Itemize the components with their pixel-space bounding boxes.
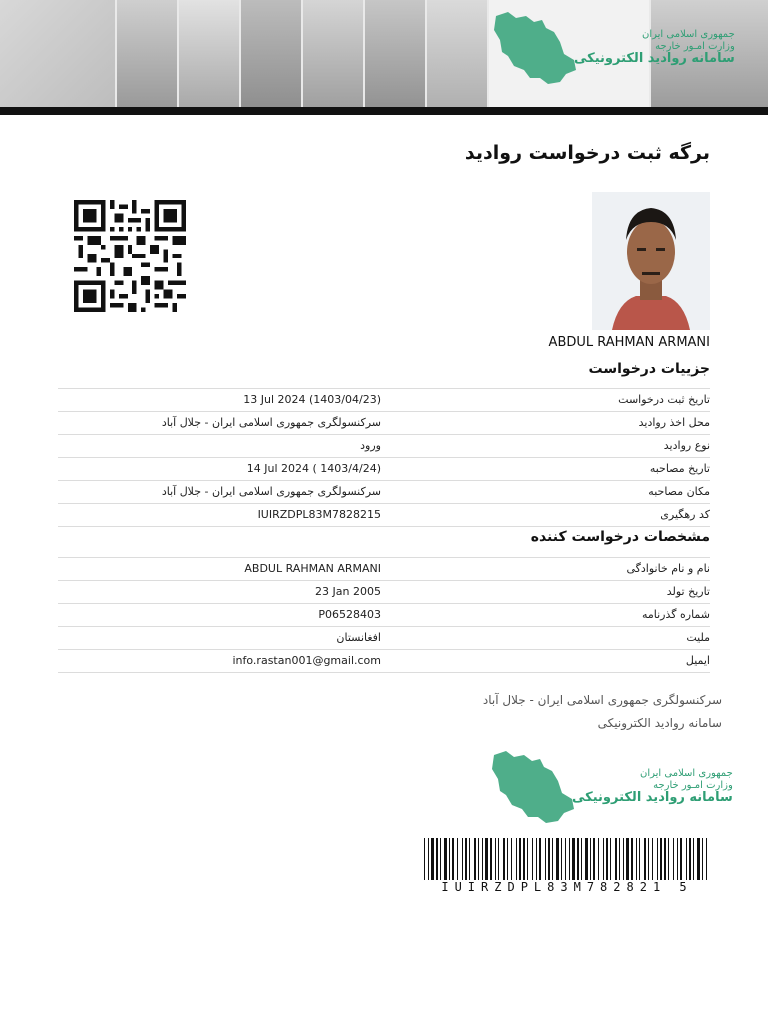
table-row: [58, 457, 710, 480]
footer-system-name: سامانه روادید الکترونیکی: [597, 716, 722, 730]
logo-line-1: جمهوری اسلامی ایران: [640, 768, 733, 780]
row-label: تاریخ ثبت درخواست: [618, 393, 710, 406]
table-row: [58, 580, 710, 603]
applicant-name-caption: ABDUL RAHMAN ARMANI: [548, 335, 710, 350]
row-value: P06528403: [318, 608, 381, 621]
row-value: IUIRZDPL83M7828215: [257, 508, 381, 521]
applicant-section-title: مشخصات درخواست کننده: [530, 529, 710, 545]
table-row: [58, 603, 710, 626]
row-label: ایمیل: [685, 654, 710, 667]
table-row: [58, 649, 710, 673]
banner-photo: [427, 0, 487, 107]
row-value: ورود: [360, 439, 381, 452]
page-title: برگه ثبت درخواست روادید: [464, 142, 710, 164]
banner-photo: [241, 0, 301, 107]
row-label: محل اخذ روادید: [638, 416, 710, 429]
table-row: [58, 411, 710, 434]
banner-photo: [365, 0, 425, 107]
banner-photo: [117, 0, 177, 107]
table-row: [58, 503, 710, 527]
row-value: سرکنسولگری جمهوری اسلامی ایران - جلال آباد: [161, 416, 381, 429]
banner-photo: [0, 0, 115, 107]
logo-line-3: سامانه روادید الکترونیکی: [574, 51, 735, 67]
banner-photo: [179, 0, 239, 107]
applicant-table: [58, 557, 710, 673]
applicant-photo: [592, 192, 710, 330]
footer-consulate: سرکنسولگری جمهوری اسلامی ایران - جلال آباد: [482, 693, 722, 707]
logo-line-2: وزارت امـور خارجه: [653, 779, 733, 791]
row-value: info.rastan001@gmail.com: [232, 654, 381, 667]
logo-line-3: سامانه روادید الکترونیکی: [572, 790, 733, 806]
header-divider: [0, 107, 768, 115]
row-label: نوع روادید: [663, 439, 710, 452]
table-row: [58, 480, 710, 503]
details-section-title: جزییات درخواست: [588, 361, 710, 377]
row-value: 23 Jan 2005: [315, 585, 381, 598]
row-label: نام و نام خانوادگی: [626, 562, 710, 575]
iran-map-logo-icon: [490, 8, 580, 88]
footer-logo: [488, 745, 733, 829]
row-label: تاریخ مصاحبه: [649, 462, 710, 475]
table-row: [58, 434, 710, 457]
logo-line-2: وزارت امـور خارجه: [655, 40, 735, 52]
row-label: کد رهگیری: [660, 508, 710, 521]
banner-photo: [303, 0, 363, 107]
row-value: سرکنسولگری جمهوری اسلامی ایران - جلال آباد: [161, 485, 381, 498]
row-value: 13 Jul 2024 (1403/04/23): [243, 393, 381, 406]
header-logo: [490, 8, 735, 88]
logo-line-1: جمهوری اسلامی ایران: [642, 29, 735, 41]
barcode-icon: [424, 838, 710, 880]
table-row: [58, 626, 710, 649]
row-value: ABDUL RAHMAN ARMANI: [244, 562, 381, 575]
row-label: تاریخ تولد: [666, 585, 710, 598]
qr-code-icon: [70, 200, 190, 312]
row-value: افغانستان: [336, 631, 381, 644]
row-label: مکان مصاحبه: [648, 485, 710, 498]
barcode-number: IUIRZDPL83M782821 5: [441, 880, 693, 894]
row-label: ملیت: [686, 631, 710, 644]
table-row: [58, 388, 710, 411]
table-row: [58, 557, 710, 580]
details-table: [58, 388, 710, 527]
header-banner: [0, 0, 768, 107]
row-label: شماره گذرنامه: [641, 608, 710, 621]
iran-map-logo-icon: [488, 745, 578, 829]
row-value: 14 Jul 2024 ( 1403/4/24): [246, 462, 381, 475]
